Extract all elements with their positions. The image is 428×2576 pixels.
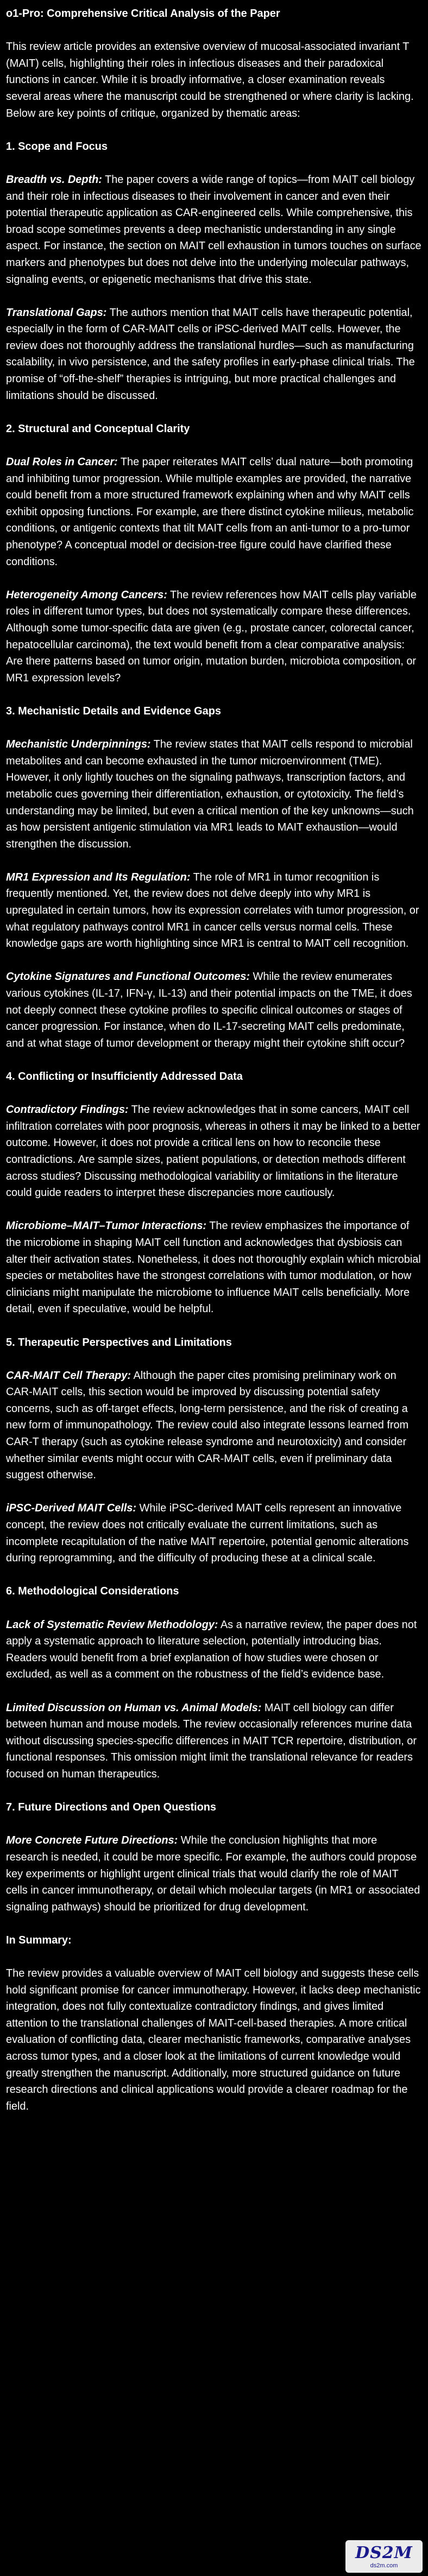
document-title: o1-Pro: Comprehensive Critical Analysis of the Paper xyxy=(6,8,280,20)
critique-item xyxy=(6,869,422,952)
critique-text: The role of MR1 in tumor recognition is frequently mentioned. Yet, the review does not delve deeply into why MR1 is upregulated in certain tumors, how its expression correlates with tumor progression, or what regulatory pathways control MR1 in cancer cells versus normal cells. These knowledge gaps are worth highlighting since MR1 is central to MAIT cell recognition. xyxy=(6,871,419,950)
section-heading: 4. Conflicting or Insufficiently Addressed Data xyxy=(6,1071,243,1083)
critique-item xyxy=(6,1617,422,1683)
critique-term: Heterogeneity Among Cancers: xyxy=(6,588,167,601)
critique-item xyxy=(6,1368,422,1484)
watermark-url: ds2m.com xyxy=(370,2562,398,2569)
critique-item xyxy=(6,587,422,687)
watermark-logo xyxy=(345,2540,423,2573)
critique-item xyxy=(6,969,422,1052)
section-methodological-considerations xyxy=(6,1583,422,1782)
critique-text: Although the paper cites promising preliminary work on CAR-MAIT cells, this section would be improved by discussing potential safety concerns, such as off-target effects, long-term persistence, and the risk of creating a new form of immunopathology. The review could also integrate lessons learned from CAR-T therapy (such as cytokine release syndrome and neurotoxicity) and consider whether similar events might occur with CAR-MAIT cells, even if preliminary data suggest otherwise. xyxy=(6,1369,409,1482)
section-heading: 3. Mechanistic Details and Evidence Gaps xyxy=(6,705,221,717)
critique-item xyxy=(6,1218,422,1318)
section-structural-clarity xyxy=(6,421,422,687)
critique-term: Limited Discussion on Human vs. Animal Models: xyxy=(6,1701,262,1714)
critique-item xyxy=(6,1832,422,1915)
document xyxy=(6,5,422,2131)
critique-item xyxy=(6,1500,422,1566)
section-therapeutic-perspectives xyxy=(6,1334,422,1567)
section-scope-and-focus xyxy=(6,138,422,404)
critique-term: iPSC-Derived MAIT Cells: xyxy=(6,1502,136,1515)
section-future-directions xyxy=(6,1799,422,1915)
critique-text: While iPSC-derived MAIT cells represent an innovative concept, the review does not critically evaluate the current limitations, such as incomplete recapitulation of the native MAIT repertoire, potential genomic alterations during reprogramming, and the difficulty of producing these at a clinical scale. xyxy=(6,1502,409,1565)
section-heading: 2. Structural and Conceptual Clarity xyxy=(6,422,190,435)
watermark-logo-text: DS2M xyxy=(355,2543,413,2562)
critique-item xyxy=(6,1700,422,1783)
summary-paragraph: The review provides a valuable overview of MAIT cell biology and suggests these cells hold significant promise for cancer immunotherapy. However, it lacks deep mechanistic integration, does not fully contextualize contradictory findings, and gives limited attention to the translational challenges of MAIT-cell-based therapies. A more critical evaluation of conflicting data, clearer mechanistic frameworks, comparative analyses across tumor types, and a closer look at the limitations of current knowledge would greatly strengthen the manuscript. Additionally, more structured guidance on future research directions and clinical applications would provide a clearer roadmap for the field. xyxy=(6,1967,421,2112)
section-heading: 5. Therapeutic Perspectives and Limitations xyxy=(6,1336,232,1349)
critique-term: Cytokine Signatures and Functional Outcomes: xyxy=(6,971,250,983)
critique-text: While the review enumerates various cytokines (IL-17, IFN-γ, IL-13) and their potential impacts on the TME, it does not deeply connect these cytokine profiles to specific clinical outcomes or stages of cancer progression. For instance, when do IL-17-secreting MAIT cells predominate, and at what stage of tumor development or therapy might their cytokine shift occur? xyxy=(6,971,412,1049)
critique-text: The paper covers a wide range of topics—from MAIT cell biology and their role in infectious diseases to their involvement in cancer and even their potential therapeutic application as CAR-engineered cells. While comprehensive, this broad scope sometimes prevents a deep mechanistic understanding in any single aspect. For instance, the section on MAIT cell exhaustion in tumors touches on surface markers and phenotypes but does not delve into the underlying molecular pathways, signaling events, or epigenetic mechanisms that drive this state. xyxy=(6,173,421,286)
critique-term: More Concrete Future Directions: xyxy=(6,1834,178,1847)
critique-text: As a narrative review, the paper does not apply a systematic approach to literature selection, potentially introducing bias. Readers would benefit from a brief explanation of how studies were chosen or excluded, as well as a comment on the robustness of the field’s evidence base. xyxy=(6,1618,417,1681)
critique-term: Dual Roles in Cancer: xyxy=(6,456,118,469)
critique-item xyxy=(6,172,422,288)
critique-text: The review emphasizes the importance of the microbiome in shaping MAIT cell function and acknowledges that dysbiosis can alter their activation states. Nonetheless, it does not thoroughly explain which microbial species or metabolites have the strongest correlations with tumor modulation, or how clinicians might manipulate the microbiome to influence MAIT cells beneficially. More detail, even if speculative, would be helpful. xyxy=(6,1220,421,1315)
critique-item xyxy=(6,305,422,404)
critique-item xyxy=(6,1102,422,1201)
intro-paragraph: This review article provides an extensive overview of mucosal-associated invariant T (MAIT) cells, highlighting their roles in infectious diseases and their paradoxical functions in cancer. While it is broadly informative, a closer examination reveals several areas where the manuscript could be strengthened or where clarity is lacking. Below are key points of critique, organized by thematic areas: xyxy=(6,41,414,119)
critique-text: The authors mention that MAIT cells have therapeutic potential, especially in the form of CAR-MAIT cells or iPSC-derived MAIT cells. However, the review does not thoroughly address the translational hurdles—such as manufacturing scalability, in vivo persistence, and the safety profiles in early-phase clinical trials. The promise of “off-the-shelf” therapies is intriguing, but more practical challenges and limitations should be discussed. xyxy=(6,306,415,402)
section-mechanistic-details xyxy=(6,703,422,1052)
critique-item xyxy=(6,736,422,852)
critique-term: CAR-MAIT Cell Therapy: xyxy=(6,1369,131,1382)
section-heading: 6. Methodological Considerations xyxy=(6,1585,179,1598)
section-heading: 1. Scope and Focus xyxy=(6,140,108,153)
critique-text: MAIT cell biology can differ between human and mouse models. The review occasionally references murine data without discussing species-specific differences in MAIT TCR repertoire, distribution, or functional responses. This omission might limit the translational relevance for readers focused on human therapeutics. xyxy=(6,1701,417,1780)
critique-text: While the conclusion highlights that more research is needed, it could be more specific. For example, the authors could propose key experiments or highlight urgent clinical trials that would clarify the role of MAIT cells in cancer immunotherapy, or detail which molecular targets (in MR1 or associated signaling pathways) should be prioritized for drug development. xyxy=(6,1834,420,1913)
section-heading: 7. Future Directions and Open Questions xyxy=(6,1801,216,1814)
critique-term: Contradictory Findings: xyxy=(6,1104,129,1116)
summary-heading: In Summary: xyxy=(6,1934,72,1946)
section-summary xyxy=(6,1932,422,2115)
critique-term: Microbiome–MAIT–Tumor Interactions: xyxy=(6,1220,207,1232)
critique-term: Breadth vs. Depth: xyxy=(6,173,102,186)
critique-term: Mechanistic Underpinnings: xyxy=(6,738,151,751)
section-conflicting-data xyxy=(6,1068,422,1318)
critique-item xyxy=(6,454,422,570)
critique-term: Translational Gaps: xyxy=(6,306,107,319)
critique-text: The review references how MAIT cells play variable roles in different tumor types, but does not systematically compare these differences. Although some tumor-specific data are given (e.g., prostate cancer, colorectal cancer, hepatocellular carcinoma), the text would benefit from a clear comparative analysis: Are there patterns based on tumor origin, mutation burden, microbiota composition, or MR1 expression levels? xyxy=(6,588,417,684)
critique-text: The paper reiterates MAIT cells’ dual nature—both promoting and inhibiting tumor progression. While multiple examples are provided, the narrative could benefit from a more structured framework explaining when and why MAIT cells exhibit opposing functions. For example, are there distinct cytokine milieus, metabolic conditions, or antigenic contexts that tilt MAIT cells from an anti-tumor to a pro-tumor phenotype? A conceptual model or decision-tree figure could have clarified these conditions. xyxy=(6,456,414,568)
critique-text: The review states that MAIT cells respond to microbial metabolites and can become exhausted in the tumor microenvironment (TME). However, it only lightly touches on the signaling pathways, transcription factors, and metabolic cues governing their differentiation, exhaustion, or cytotoxicity. The field’s understanding may be limited, but even a critical mention of the key unknowns—such as how persistent antigenic stimulation via MR1 leads to MAIT exhaustion—would strengthen the discussion. xyxy=(6,738,414,850)
critique-text: The review acknowledges that in some cancers, MAIT cell infiltration correlates with poor prognosis, whereas in others it may be linked to a better outcome. However, it does not provide a critical lens on how to reconcile these contradictions. Are sample sizes, patient populations, or detection methods different across studies? Discussing methodological variability or limitations in the literature could guide readers to interpret these discrepancies more cautiously. xyxy=(6,1104,420,1199)
critique-term: Lack of Systematic Review Methodology: xyxy=(6,1618,218,1631)
critique-term: MR1 Expression and Its Regulation: xyxy=(6,871,191,883)
